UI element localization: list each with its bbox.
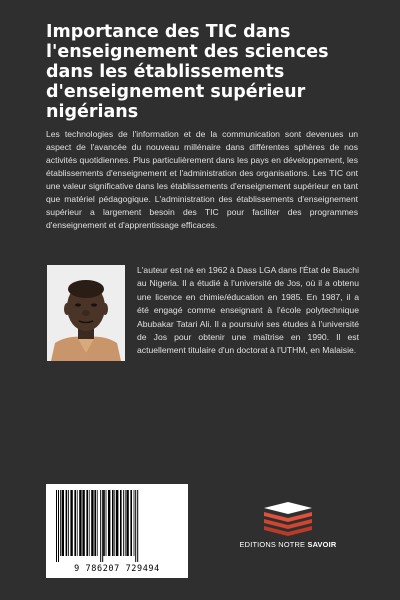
author-photo (47, 265, 125, 361)
barcode-bar (114, 490, 115, 556)
barcode-bar (120, 490, 122, 556)
barcode-bar (123, 490, 124, 556)
publisher-name (228, 540, 348, 549)
barcode-bar (89, 490, 90, 556)
barcode-bar (91, 490, 93, 556)
barcode-bar (108, 490, 110, 556)
author-bio: L'auteur est né en 1962 à Dass LGA dans l'État de Bauchi au Nigeria. Il a étudié à l'université de Jos, où il a obtenu une licence en chimie/éducation en 1985. En 1987, il a été engagé comme enseignant à l'école polytechnique Abubakar Tatari Ali. Il a poursuivi ses études à l'université de Jos pour obtenir une maîtrise en 1990. Il est actuellement titulaire d'un doctorat à l'UTHM, en Malaisie. (137, 265, 359, 356)
barcode-bar (126, 490, 128, 556)
publisher-logo-icon (248, 500, 328, 540)
barcode-bar (106, 490, 107, 556)
barcode-bar (74, 490, 76, 556)
barcode-bar (137, 490, 138, 562)
book-title: Importance des TIC dans l'enseignement des sciences dans les établissements d'enseignement supérieur nigérians (46, 22, 329, 122)
barcode-bar (70, 490, 72, 556)
author-portrait-icon (47, 265, 125, 361)
barcode-bar (66, 490, 68, 556)
barcode-bar (130, 490, 132, 556)
barcode-bar (60, 490, 61, 556)
barcode-bar (86, 490, 88, 556)
barcode-bar (125, 490, 126, 556)
barcode-bar (77, 490, 78, 556)
isbn-barcode (46, 484, 188, 578)
barcode-bar (62, 490, 64, 556)
barcode-bar (97, 490, 98, 556)
barcode-bars (54, 490, 180, 562)
book-abstract: Les technologies de l'information et de la communication sont devenues un aspect de l'avancée du nouveau millénaire dans différentes sphères de nos activités quotidiennes. Plus particulièrement dans les pays en développement, les établissements d'enseignement et l'administration des organisations. Les TIC ont une valeur significative dans les établissements d'enseignement supérieur en tant que matériel pédagogique. L'administration des établissements d'enseignement supérieur a largement besoin des TIC pour faciliter des programmes d'enseignement et d'apprentissage efficaces. (46, 129, 358, 230)
publisher-name-bold: SAVOIR (307, 540, 337, 549)
barcode-bar (68, 490, 69, 556)
barcode-bar (134, 490, 135, 556)
barcode-bar (58, 490, 59, 562)
barcode-bar (56, 490, 57, 562)
barcode-bar (82, 490, 84, 556)
barcode-bar (102, 490, 103, 562)
barcode-bar (116, 490, 118, 556)
barcode-bar (94, 490, 96, 556)
publisher-name-prefix: EDITIONS NOTRE (239, 540, 308, 549)
isbn-number: 9 786207 729494 (74, 564, 160, 574)
barcode-bar (135, 490, 136, 562)
barcode-bar (112, 490, 114, 556)
barcode-bar (100, 490, 101, 562)
barcode-bar (103, 490, 105, 556)
barcode-bar (79, 490, 81, 556)
